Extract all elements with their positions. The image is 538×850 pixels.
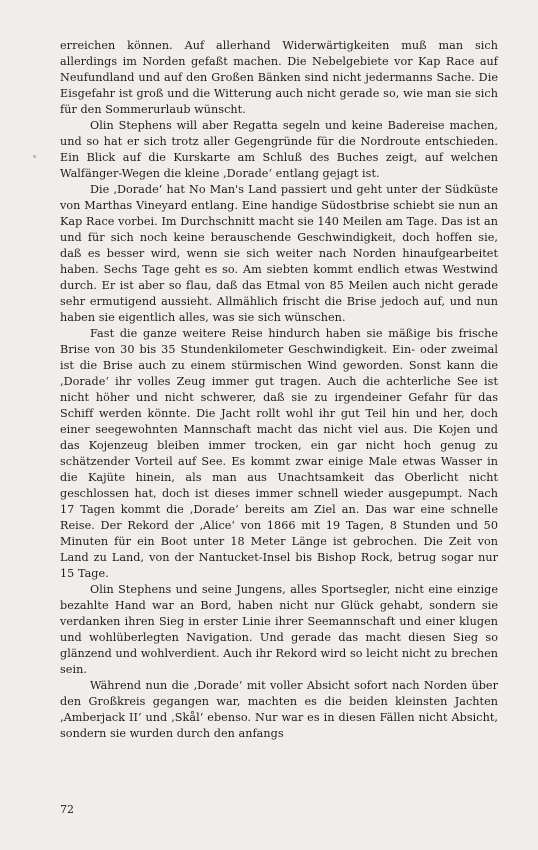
paragraph-small-yachts: Während nun die ‚Dorade‘ mit voller Absicht sofort nach Norden über den Großkreis gegangen war, machten es die beiden kleinsten Jachten ‚Amberjack II‘ und ‚Skål‘ ebenso. Nur war es in diesen Fällen nicht Absicht, sondern sie wurden durch den anfangs xyxy=(60,679,498,740)
paper-speck xyxy=(33,155,36,158)
paragraph-weather-record: Fast die ganze weitere Reise hindurch haben sie mäßige bis frische Brise von 30 bis 35 Stundenkilometer Geschwindigkeit. Ein- oder zweimal ist die Brise auch zu einem stürmischen Wind geworden. Sonst kann die ‚Dorade‘ ihr volles Zeug immer gut tragen. Auch die achterliche See ist nicht höher und nicht schwerer, daß sie zu irgendeiner Gefahr für das Schiff werden könnte. Die Jacht rollt wohl ihr gut Teil hin und her, doch einer seegewohnten Mannschaft macht das nicht viel aus. Die Kojen und das Kojenzeug bleiben immer trocken, ein gar nicht hoch genug zu schätzender Vorteil auf See. Es kommt zwar einige Male etwas Wasser in die Kajüte hinein, als man aus Unachtsamkeit das Oberlicht nicht geschlossen hat, doch ist dieses immer schnell wieder ausgepumpt. Nach 17 Tagen kommt die ‚Dorade‘ bereits am Ziel an. Das war eine schnelle Reise. Der Rekord der ‚Alice‘ von 1866 mit 19 Tagen, 8 Stunden und 50 Minuten für ein Boot unter 18 Meter Länge ist gebrochen. Die Zeit von Land zu Land, von der Nantucket-Insel bis Bishop Rock, betrug sogar nur 15 Tage. xyxy=(60,327,498,580)
page-number: 72 xyxy=(60,803,74,816)
paragraph-seamanship: Olin Stephens und seine Jungens, alles Sportsegler, nicht eine einzige bezahlte Hand war an Bord, haben nicht nur Glück gehabt, sondern sie verdanken ihren Sieg in erster Linie ihrer Seemannschaft und einer klugen und wohlüberlegten Navigation. Und gerade das macht diesen Sieg so glänzend und wohlverdient. Auch ihr Rekord wird so leicht nicht zu brechen sein. xyxy=(60,583,499,676)
paragraph-dorade-passage: Die ‚Dorade‘ hat No Man's Land passiert und geht unter der Südküste von Marthas Vineyard entlang. Eine handige Südostbrise schiebt sie nun an Kap Race vorbei. Im Durchschnitt macht sie 140 Meilen am Tage. Das ist an und für sich noch keine berauschende Geschwindigkeit, doch hoffen sie, daß es besser wird, wenn sie sich weiter nach Norden hinaufgearbeitet haben. Sechs Tage geht es so. Am siebten kommt endlich etwas Westwind durch. Er ist aber so flau, daß das Etmal von 85 Meilen auch nicht gerade sehr ermutigend aussieht. Allmählich frischt die Brise jedoch auf, und nun haben sie eigentlich alles, was sie sich wünschen. xyxy=(60,183,498,324)
paragraph-continuation: erreichen können. Auf allerhand Widerwärtigkeiten muß man sich allerdings im Norden gefaßt machen. Die Nebelgebiete vor Kap Race auf Neufundland und auf den Großen Bänken sind nicht jedermanns Sache. Die Eisgefahr ist groß und die Witterung auch nicht gerade so, wie man sie sich für den Sommerurlaub wünscht. xyxy=(60,39,498,116)
paragraph-nordroute: Olin Stephens will aber Regatta segeln und keine Badereise machen, und so hat er sich trotz aller Gegengründe für die Nordroute entschieden. Ein Blick auf die Kurskarte am Schluß des Buches zeigt, auf welchen Walfänger-Wegen die kleine ‚Dorade‘ entlang gejagt ist. xyxy=(60,119,498,180)
